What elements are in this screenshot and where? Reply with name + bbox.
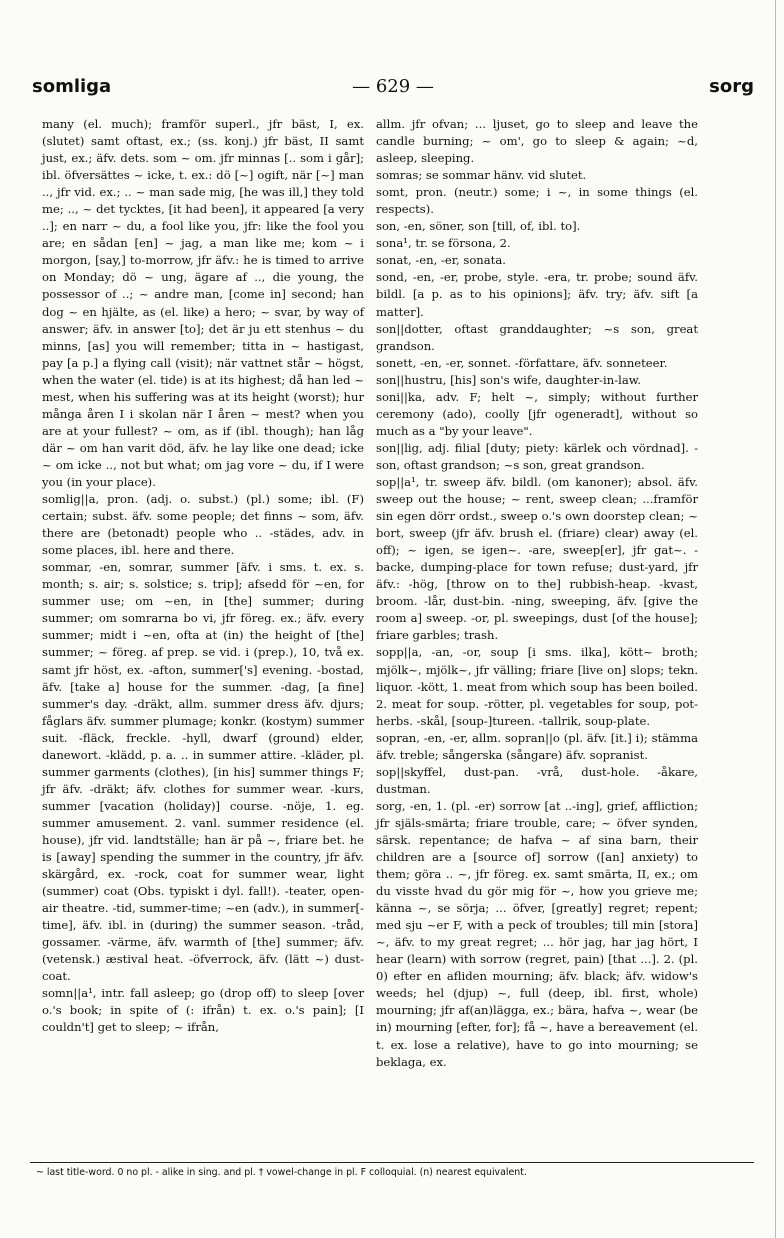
dictionary-entry: son, -en, söner, son [till, of, ibl. to]. xyxy=(376,219,581,234)
dictionary-entry: sop||a¹, tr. sweep äfv. bildl. (om kanoner); absol. äfv. sweep out the house; ~ rent, sweep clean; ...framför sin egen dörr ordst., sweep o.'s own doorstep clean; ~ bort, sweep (jfr äfv. brush el. (friare) clear) away (el. off); ~ igen, se igen~. -are, sweep[er], jfr gat~. -backe, dumping-place for town refuse; dust-yard, jfr äfv.: -hög, [throw on to the] rubbish-heap. -kvast, broom. -lår, dust-bin. -ning, sweeping, äfv. [give the room a] sweep. -or, pl. sweepings, dust [of the house]; friare garbles; trash. xyxy=(376,474,698,643)
dictionary-entry: somras; se sommar hänv. vid slutet. xyxy=(376,168,587,183)
dictionary-entry: sonett, -en, -er, sonnet. -författare, äfv. sonneteer. xyxy=(376,355,668,370)
dictionary-entry: somt, pron. (neutr.) some; i ~, in some things (el. respects). xyxy=(376,185,698,217)
dictionary-entry: sop||skyffel, dust-pan. -vrå, dust-hole. -åkare, dustman. xyxy=(376,764,698,796)
abbreviation-key: ~ last title-word. 0 no pl. - alike in sing. and pl. † vowel-change in pl. F colloquial. (n) nearest equivalent. xyxy=(36,1167,527,1178)
page-number: — 629 — xyxy=(352,76,434,97)
dictionary-entry: sommar, -en, somrar, summer [äfv. i sms. t. ex. s. month; s. air; s. solstice; s. trip]; afsedd för ~en, for summer use; om ~en, in [the] summer; during summer; om somrarna bo vi, jfr föreg. ex.; äfv. every summer; midt i ~en, ofta at (in) the height of [the] summer; ~ föreg. af prep. se vid. i (prep.), 10, två ex. samt jfr höst, ex. -afton, summer['s] evening. -bostad, äfv. [take a] house for the summer. -dag, [a fine] summer's day. -dräkt, allm. summer dress äfv. djurs; fåglars äfv. summer plumage; konkr. (kostym) summer suit. -fläck, freckle. -hyll, dwarf (ground) elder, danewort. -klädd, p. a. .. in summer attire. -kläder, pl. summer garments (clothes), [in his] summer things F; jfr äfv. -dräkt; äfv. clothes for summer wear. -kurs, summer [vacation (holiday)] course. -nöje, 1. eg. summer amusement. 2. vanl. summer residence (el. house), jfr vid. landtställe; han är på ~, friare bet. he is [away] spending the summer in the country, jfr äfv. skärgård, ex. -rock, coat for summer wear, light (summer) coat (Obs. typiskt i dyl. fall!). -teater, open-air theatre. -tid, summer-time; ~en (adv.), in summer[-time], äfv. ibl. in (during) the summer season. -tråd, gossamer. -värme, äfv. warmth of [the] summer; äfv. (vetensk.) æstival heat. -öfverrock, äfv. (lätt ~) dust-coat. xyxy=(42,560,364,984)
dictionary-entry: son||lig, adj. filial [duty; piety: kärlek och vördnad]. -son, oftast grandson; ~s son, great grandson. xyxy=(376,440,698,472)
footer-rule xyxy=(30,1162,754,1163)
left-column xyxy=(42,116,364,1037)
dictionary-entry: sorg, -en, 1. (pl. -er) sorrow [at ..-ing], grief, affliction; jfr själs-smärta; friare trouble, care; ~ öfver synden, särsk. repentance; de hafva ~ af sina barn, their children are a [source of] sorrow ([an] anxiety) to them; göra .. ~, jfr föreg. ex. samt smärta, II, ex.; om du visste hvad du gör mig för ~, how you grieve me; känna ~, se sörja; ... öfver, [greatly] regret; repent; med sju ~er F, with a peck of troubles; till min [stora] ~, äfv. to my great regret; ... hör jag, har jag hört, I hear (learn) with sorrow (regret, pain) [that ...]. 2. (pl. 0) efter en afliden mourning; äfv. black; äfv. widow's weeds; hel (djup) ~, full (deep, ibl. first, whole) mourning; jfr af(an)lägga, ex.; bära, hafva ~, wear (be in) mourning [efter, for]; få ~, have a bereavement (el. t. ex. lose a relative), have to go into mourning; se beklaga, ex. xyxy=(376,798,698,1069)
dictionary-entry: sona¹, tr. se försona, 2. xyxy=(376,236,511,251)
left-headword: somliga xyxy=(32,76,112,97)
dictionary-entry: allm. jfr ofvan; ... ljuset, go to sleep and leave the candle burning; ~ om', go to sleep & again; ~d, asleep, sleeping. xyxy=(376,117,698,166)
dictionary-entry: sopp||a, -an, -or, soup [i sms. ilka], kött~ broth; mjölk~, mjölk~, jfr välling; friare [live on] slops; tekn. liquor. -kött, 1. meat from which soup has been boiled. 2. meat for soup. -rötter, pl. vegetables for soup, pot-herbs. -skål, [soup-]tureen. -tallrik, soup-plate. xyxy=(376,645,698,728)
right-headword: sorg xyxy=(709,76,754,97)
dictionary-entry: sond, -en, -er, probe, style. -era, tr. probe; sound äfv. bildl. [a p. as to his opinions]; äfv. try; äfv. sift [a matter]. xyxy=(376,270,698,319)
running-header xyxy=(32,76,754,102)
page-edge xyxy=(775,0,776,1238)
dictionary-entry: soni||ka, adv. F; helt ~, simply; without further ceremony (ado), coolly [jfr ogeneradt], without so much as a "by your leave". xyxy=(376,389,698,438)
dictionary-entry: somlig||a, pron. (adj. o. subst.) (pl.) some; ibl. (F) certain; subst. äfv. some people; det finns ~ som, äfv. there are (betonadt) people who .. -städes, adv. in some places, ibl. here and there. xyxy=(42,492,364,558)
dictionary-entry: son||dotter, oftast granddaughter; ~s son, great grandson. xyxy=(376,321,698,353)
dictionary-entry: somn||a¹, intr. fall asleep; go (drop off) to sleep [over o.'s book; in spite of (: ifrån) t. ex. o.'s pain]; [I couldn't] get to sleep; ~ ifrån, xyxy=(42,986,364,1035)
dictionary-entry: sopran, -en, -er, allm. sopran||o (pl. äfv. [it.] i); stämma äfv. treble; sångerska (sångare) äfv. sopranist. xyxy=(376,730,698,762)
right-column xyxy=(376,116,698,1071)
dictionary-entry: sonat, -en, -er, sonata. xyxy=(376,253,506,268)
dictionary-entry: son||hustru, [his] son's wife, daughter-in-law. xyxy=(376,372,641,387)
dictionary-entry: many (el. much); framför superl., jfr bäst, I, ex. (slutet) samt oftast, ex.; (ss. konj.) jfr bäst, II samt just, ex.; äfv. dets. som ~ om. jfr minnas [.. som i går]; ibl. öfversättes ~ icke, t. ex.: dö [~] ogift, när [~] man .., jfr vid. ex.; .. ~ man sade mig, [he was ill,] they told me; .., ~ det tycktes, [it had been], it appeared [a very ..]; en narr ~ du, a fool like you, jfr: like the fool you are; en sådan [en] ~ jag, a man like me; kom ~ i morgon, [say,] to-morrow, jfr äfv.: he is timed to arrive on Monday; dö ~ ung, ägare af .., die young, the possessor of ..; ~ andre man, [come in] second; han dog ~ en hjälte, as (el. like) a hero; ~ svar, by way of answer; äfv. in answer [to]; det är ju ett stenhus ~ du minns, [as] you will remember; titta in ~ hastigast, pay [a p.] a flying call (visit); när vattnet står ~ högst, when the water (el. tide) is at its highest; då han led ~ mest, when his suffering was at its height (worst); hur många åren I i skolan när I åren ~ mest? when you are at your fullest? ~ om, as if (ibl. though); han låg där ~ om han varit död, äfv. he lay like one dead; icke ~ om icke .., not but what; om jag vore ~ du, if I were you (in your place). xyxy=(42,117,364,489)
